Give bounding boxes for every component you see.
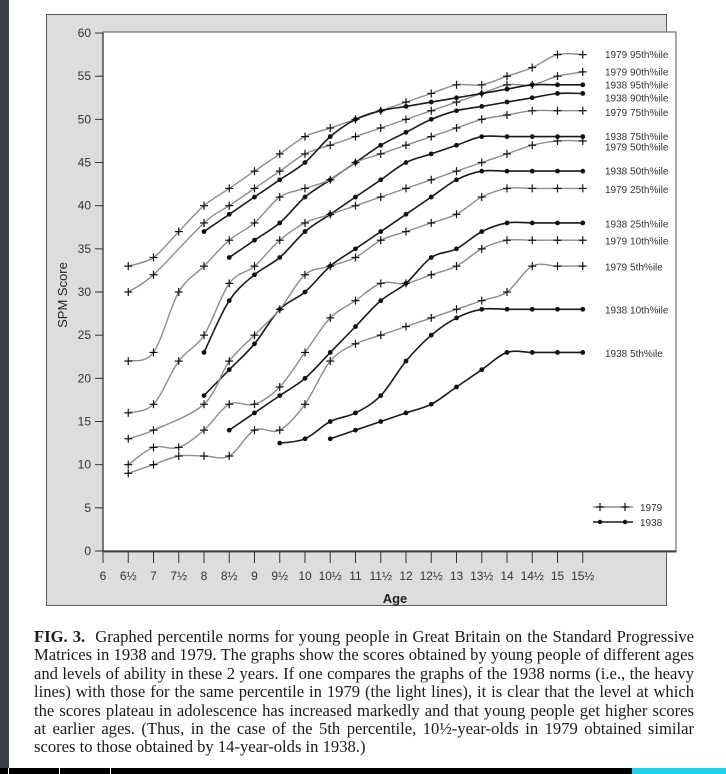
point-1938-75th-ile [505, 134, 510, 139]
point-1938-25th-ile [252, 410, 257, 415]
x-tick-label: 14 [500, 569, 514, 583]
point-1938-90th-ile [580, 91, 585, 96]
x-tick-label: 8 [200, 569, 208, 583]
x-tick-label: 15½ [571, 569, 595, 583]
point-1938-25th-ile [227, 428, 232, 433]
point-1938-5th-ile [454, 385, 459, 390]
series-label: 1979 25th%ile [605, 184, 669, 196]
x-tick-label: 14½ [520, 569, 544, 583]
point-1938-10th-ile [454, 316, 459, 321]
point-1938-10th-ile [353, 410, 358, 415]
x-tick-label: 13½ [470, 569, 494, 583]
x-tick-label: 10 [298, 569, 312, 583]
point-1938-10th-ile [404, 359, 409, 364]
x-tick-label: 11 [349, 569, 362, 583]
point-1938-25th-ile [530, 221, 535, 226]
y-tick-label: 0 [84, 544, 91, 558]
point-1938-50th-ile [429, 195, 434, 200]
series-label: 1979 50th%ile [605, 142, 669, 154]
point-1938-5th-ile [328, 436, 333, 441]
figure-caption [34, 628, 694, 757]
point-1938-10th-ile [303, 436, 308, 441]
point-1938-50th-ile [202, 393, 207, 398]
point-1938-5th-ile [530, 350, 535, 355]
point-1938-5th-ile [429, 402, 434, 407]
x-tick-label: 9½ [271, 569, 289, 583]
series-label: 1979 75th%ile [605, 107, 669, 119]
point-1938-25th-ile [277, 393, 282, 398]
x-tick-label: 9 [251, 569, 258, 583]
point-1938-95th-ile [479, 91, 484, 96]
plot-area [103, 32, 676, 552]
point-1938-5th-ile [580, 350, 585, 355]
point-1938-25th-ile [580, 221, 585, 226]
y-tick-label: 50 [77, 112, 91, 127]
x-axis-title: Age [382, 591, 408, 606]
point-1938-5th-ile [378, 419, 383, 424]
point-1938-95th-ile [454, 95, 459, 100]
series-label: 1938 10th%ile [605, 305, 669, 317]
point-1938-90th-ile [555, 91, 560, 96]
point-1938-25th-ile [378, 298, 383, 303]
point-1938-50th-ile [404, 212, 409, 217]
point-1938-50th-ile [303, 290, 308, 295]
y-tick-label: 45 [77, 155, 91, 170]
point-1938-5th-ile [353, 428, 358, 433]
y-axis-title: SPM Score [55, 262, 70, 328]
point-1938-10th-ile [429, 333, 434, 338]
y-tick-label: 25 [77, 328, 91, 343]
series-label: 1938 90th%ile [605, 93, 669, 105]
series-label: 1938 5th%ile [605, 348, 663, 360]
point-1938-25th-ile [429, 255, 434, 260]
y-tick-label: 10 [77, 457, 91, 472]
point-1938-10th-ile [505, 307, 510, 312]
point-1938-90th-ile [227, 255, 232, 260]
point-1938-75th-ile [378, 177, 383, 182]
point-1938-10th-ile [328, 419, 333, 424]
series-label: 1979 90th%ile [605, 67, 669, 79]
point-1938-10th-ile [580, 307, 585, 312]
point-1938-50th-ile [378, 229, 383, 234]
point-1938-90th-ile [429, 117, 434, 122]
point-1938-95th-ile [555, 82, 560, 87]
x-tick-label: 10½ [318, 569, 342, 583]
point-1938-50th-ile [353, 246, 358, 251]
point-1938-90th-ile [277, 221, 282, 226]
point-1938-10th-ile [378, 393, 383, 398]
point-1938-90th-ile [252, 238, 257, 243]
legend-label: 1938 [640, 518, 663, 529]
x-tick-label: 12½ [419, 569, 443, 583]
point-1938-75th-ile [252, 272, 257, 277]
x-tick-label: 7½ [170, 569, 188, 583]
point-1938-50th-ile [454, 177, 459, 182]
point-1938-90th-ile [505, 100, 510, 105]
point-1938-95th-ile [227, 212, 232, 217]
y-tick-label: 5 [84, 500, 91, 515]
point-1938-95th-ile [404, 104, 409, 109]
point-1938-90th-ile [454, 108, 459, 113]
point-1938-5th-ile [404, 410, 409, 415]
x-tick-label: 11½ [369, 569, 392, 583]
point-1938-25th-ile [353, 324, 358, 329]
y-tick-label: 15 [77, 414, 91, 429]
point-1938-95th-ile [505, 87, 510, 92]
point-1938-25th-ile [505, 221, 510, 226]
point-1938-95th-ile [202, 229, 207, 234]
point-1938-95th-ile [353, 117, 358, 122]
point-1938-25th-ile [454, 246, 459, 251]
point-1938-5th-ile [505, 350, 510, 355]
series-label: 1938 50th%ile [605, 166, 669, 178]
point-1938-75th-ile [429, 151, 434, 156]
point-1938-75th-ile [277, 255, 282, 260]
point-1938-95th-ile [580, 82, 585, 87]
point-1938-50th-ile [505, 169, 510, 174]
point-1938-25th-ile [479, 229, 484, 234]
series-label: 1938 95th%ile [605, 80, 669, 92]
point-1938-75th-ile [353, 195, 358, 200]
point-1938-5th-ile [479, 367, 484, 372]
point-1938-75th-ile [530, 134, 535, 139]
x-tick-label: 6 [99, 569, 107, 583]
x-tick-label: 15 [550, 569, 565, 583]
point-1938-50th-ile [479, 169, 484, 174]
point-1938-75th-ile [227, 298, 232, 303]
point-1938-90th-ile [404, 130, 409, 135]
point-1938-95th-ile [328, 134, 333, 139]
point-1938-5th-ile [555, 350, 560, 355]
series-label: 1938 25th%ile [605, 219, 669, 231]
point-1938-10th-ile [479, 307, 484, 312]
x-tick-label: 7 [150, 569, 157, 583]
point-1938-50th-ile [555, 169, 560, 174]
point-1938-95th-ile [252, 195, 257, 200]
series-label: 1938 75th%ile [605, 132, 669, 144]
point-1938-95th-ile [303, 160, 308, 165]
point-1938-75th-ile [404, 160, 409, 165]
point-1938-50th-ile [530, 169, 535, 174]
series-label: 1979 95th%ile [605, 50, 669, 62]
point-1938-75th-ile [479, 134, 484, 139]
point-1938-10th-ile [277, 441, 282, 446]
point-1938-95th-ile [530, 82, 535, 87]
caption-text: Graphed percentile norms for young people in Great Britain on the Standard Progressive Matrices in 1938 and 1979. The graphs show the scores obtained by young people of different ages and levels of ability in these 2 years. If one compares the graphs of the 1938 norms (i.e., the heavy lines) with those for the same percentile in 1979 (the light lines), it is clear that the level at which the scores plateau in adolescence has increased markedly and that young people get higher scores at earlier ages. (Thus, in the case of the 5th percentile, 10½-year-olds in 1979 obtained similar scores to those obtained by 14-year-olds in 1938.) [34, 627, 694, 757]
point-1938-25th-ile [555, 221, 560, 226]
point-1938-25th-ile [303, 376, 308, 381]
viewer-bottom-bar [0, 768, 726, 774]
x-tick-label: 13 [449, 569, 464, 583]
point-1938-90th-ile [530, 95, 535, 100]
point-1938-75th-ile [303, 229, 308, 234]
point-1938-50th-ile [252, 341, 257, 346]
legend-label: 1979 [640, 503, 663, 514]
y-tick-label: 40 [77, 198, 91, 213]
y-tick-label: 20 [77, 371, 91, 386]
point-1938-10th-ile [530, 307, 535, 312]
point-1938-50th-ile [227, 367, 232, 372]
scrollbar-accent [632, 768, 726, 774]
point-1938-75th-ile [202, 350, 207, 355]
point-1938-90th-ile [378, 143, 383, 148]
point-1938-95th-ile [378, 108, 383, 113]
y-tick-label: 55 [77, 69, 91, 84]
x-tick-label: 6½ [119, 569, 137, 583]
caption-label: FIG. 3. [34, 627, 86, 646]
point-1938-25th-ile [328, 350, 333, 355]
point-1938-95th-ile [429, 100, 434, 105]
point-1938-10th-ile [555, 307, 560, 312]
series-label: 1979 10th%ile [605, 236, 669, 248]
point-1938-95th-ile [277, 177, 282, 182]
point-1938-90th-ile [479, 104, 484, 109]
y-tick-label: 60 [77, 26, 91, 41]
x-tick-label: 12 [399, 569, 413, 583]
x-tick-label: 8½ [220, 569, 238, 583]
y-tick-label: 30 [77, 285, 91, 300]
point-1938-50th-ile [580, 169, 585, 174]
point-1938-90th-ile [303, 195, 308, 200]
point-1938-75th-ile [454, 143, 459, 148]
series-label: 1979 5th%ile [605, 262, 663, 274]
y-tick-label: 35 [77, 241, 91, 256]
